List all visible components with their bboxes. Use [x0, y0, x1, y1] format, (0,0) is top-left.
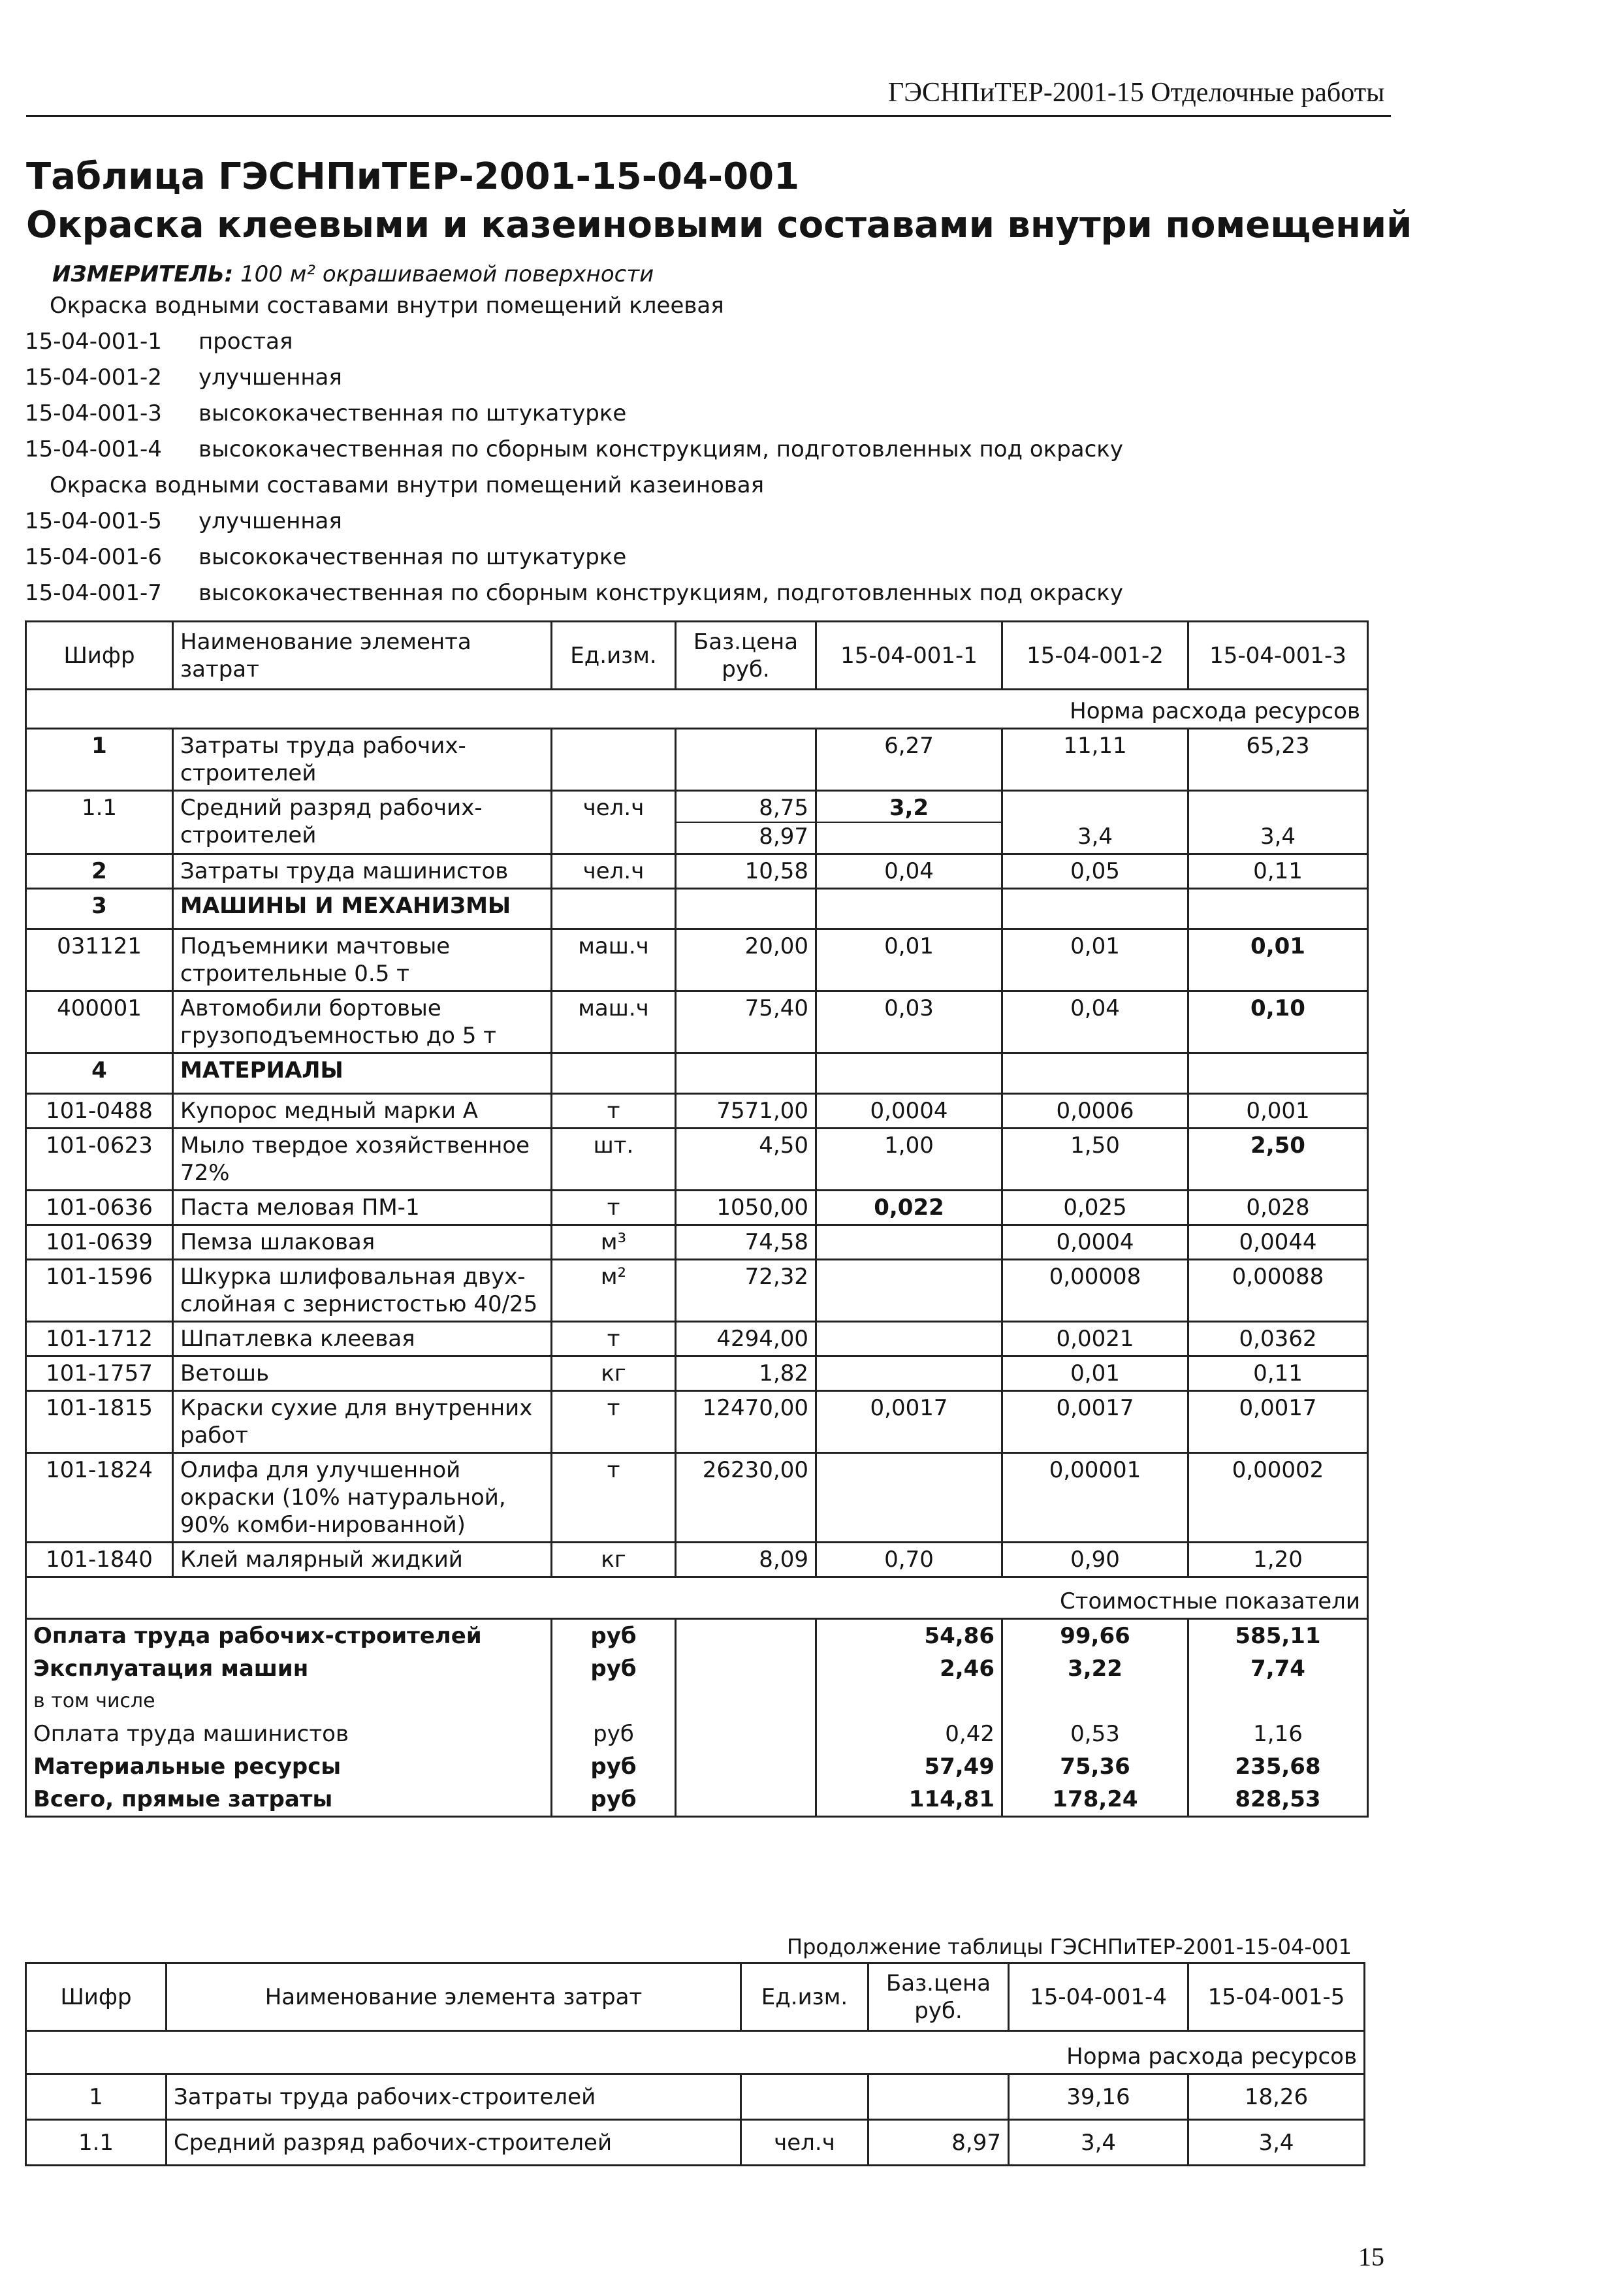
cost-name: Материальные ресурсы: [26, 1750, 552, 1783]
table-header-row: [26, 622, 1368, 690]
row-name: Средний разряд рабочих-строителей: [167, 2120, 741, 2166]
cost-value: 7,74: [1188, 1652, 1368, 1685]
cost-name: Оплата труда машинистов: [26, 1718, 552, 1750]
row-unit: т: [552, 1094, 676, 1129]
row-value: 1,00: [816, 1129, 1002, 1191]
row-value: 0,04: [1002, 991, 1188, 1053]
col-header: Ед.изм.: [552, 622, 676, 690]
item-code: 15-04-001-3: [25, 400, 162, 426]
row-code: 101-1840: [26, 1543, 173, 1577]
row-value: 0,90: [1002, 1543, 1188, 1577]
col-header: Ед.изм.: [741, 1963, 868, 2031]
row-name: Затраты труда рабочих-строителей: [167, 2074, 741, 2120]
row-name: Клей малярный жидкий: [173, 1543, 552, 1577]
row-unit: маш.ч: [552, 929, 676, 991]
row-unit: [741, 2074, 868, 2120]
row-price: 4,50: [676, 1129, 816, 1191]
row-value: 0,11: [1188, 854, 1368, 889]
row-name: Средний разряд рабочих-строителей: [173, 791, 552, 854]
table-row: [26, 2120, 1365, 2166]
row-unit: т: [552, 1322, 676, 1356]
row-value: 3,4: [1188, 2120, 1365, 2166]
cost-name: в том числе: [26, 1685, 552, 1718]
table-row: [26, 1543, 1368, 1577]
resource-table: [25, 620, 1369, 1818]
row-code: 101-1815: [26, 1391, 173, 1453]
table-row: [26, 1356, 1368, 1391]
row-price: 8,97: [868, 2120, 1009, 2166]
row-code: 101-1757: [26, 1356, 173, 1391]
continuation-table: [25, 1962, 1365, 2166]
item-desc: высококачественная по штукатурке: [199, 400, 627, 426]
row-value: 0,00008: [1002, 1260, 1188, 1322]
row-value: [816, 1260, 1002, 1322]
row-value: 65,23: [1188, 729, 1368, 791]
row-price: 7571,00: [676, 1094, 816, 1129]
table-row: [26, 1453, 1368, 1543]
row-code: 101-1824: [26, 1453, 173, 1543]
row-value: 0,04: [816, 854, 1002, 889]
row-value: 18,26: [1188, 2074, 1365, 2120]
cost-label: Стоимостные показатели: [26, 1577, 1368, 1619]
row-code: 101-1712: [26, 1322, 173, 1356]
row-code: 1: [26, 2074, 167, 2120]
cost-value: 99,66: [1002, 1619, 1188, 1653]
row-value: 0,00001: [1002, 1453, 1188, 1543]
row-name: Шкурка шлифовальная двух-слойная с зернистостью 40/25: [173, 1260, 552, 1322]
row-value: [816, 1453, 1002, 1543]
row-code: 3: [26, 889, 173, 929]
row-unit: м²: [552, 1260, 676, 1322]
row-price: 75,40: [676, 991, 816, 1053]
page-number: 15: [1358, 2242, 1384, 2271]
row-unit: м³: [552, 1225, 676, 1260]
cost-value: 114,81: [816, 1783, 1002, 1817]
table-row: [26, 929, 1368, 991]
col-header: Наименование элемента затрат: [173, 622, 552, 690]
table-row: [26, 1322, 1368, 1356]
cost-value: 57,49: [816, 1750, 1002, 1783]
row-price: [676, 729, 816, 791]
row-value: 0,00088: [1188, 1260, 1368, 1322]
measure-value: 100 м² окрашиваемой поверхности: [240, 261, 654, 287]
item-desc: высококачественная по штукатурке: [199, 544, 627, 570]
item-desc: высококачественная по сборным конструкциям, подготовленных под окраску: [199, 580, 1123, 606]
col-header: 15-04-001-5: [1188, 1963, 1365, 2031]
cost-value: 235,68: [1188, 1750, 1368, 1783]
row-unit: чел.ч: [741, 2120, 868, 2166]
item-desc: улучшенная: [199, 508, 342, 534]
item-code: 15-04-001-1: [25, 329, 162, 355]
row-code: 1.1: [26, 791, 173, 854]
row-value: 0,0006: [1002, 1094, 1188, 1129]
row-unit: т: [552, 1453, 676, 1543]
row-value: 11,11: [1002, 729, 1188, 791]
row-price: 10,58: [676, 854, 816, 889]
row-unit: чел.ч: [552, 791, 676, 854]
col-header: Шифр: [26, 622, 173, 690]
table-row: [26, 729, 1368, 791]
row-value: 0,0021: [1002, 1322, 1188, 1356]
row-code: 400001: [26, 991, 173, 1053]
row-name: Олифа для улучшенной окраски (10% натуральной, 90% комби-нированной): [173, 1453, 552, 1543]
table-row: [26, 1391, 1368, 1453]
col-header: 15-04-001-1: [816, 622, 1002, 690]
row-name: МАШИНЫ И МЕХАНИЗМЫ: [173, 889, 552, 929]
table-row: [26, 791, 1368, 854]
row-price: 4294,00: [676, 1322, 816, 1356]
row-price: 72,32: [676, 1260, 816, 1322]
row-value-b: [817, 822, 1001, 850]
table-title: Таблица ГЭСНПиТЕР-2001-15-04-001: [26, 155, 800, 198]
item-code: 15-04-001-6: [25, 544, 162, 570]
row-code: 101-0488: [26, 1094, 173, 1129]
running-header: ГЭСНПиТЕР-2001-15 Отделочные работы: [888, 78, 1385, 108]
row-value: 0,10: [1188, 991, 1368, 1053]
row-name: Краски сухие для внутренних работ: [173, 1391, 552, 1453]
col-header: Баз.цена руб.: [676, 622, 816, 690]
row-name: Мыло твердое хозяйственное 72%: [173, 1129, 552, 1191]
group-title: Окраска водными составами внутри помещений казеиновая: [50, 472, 765, 498]
item-code: 15-04-001-2: [25, 364, 162, 391]
row-value: 0,0017: [816, 1391, 1002, 1453]
norm-label: Норма расхода ресурсов: [26, 2031, 1365, 2074]
row-price: 1050,00: [676, 1191, 816, 1225]
row-unit: т: [552, 1391, 676, 1453]
row-value: 0,028: [1188, 1191, 1368, 1225]
cost-unit: руб: [552, 1783, 676, 1817]
row-value: 0,01: [1188, 929, 1368, 991]
row-name: МАТЕРИАЛЫ: [173, 1053, 552, 1094]
cost-value: 1,16: [1188, 1718, 1368, 1750]
col-header: Баз.цена руб.: [868, 1963, 1009, 2031]
row-value: 2,50: [1188, 1129, 1368, 1191]
table-subtitle: Окраска клеевыми и казеиновыми составами внутри помещений: [26, 204, 1412, 246]
row-price: 12470,00: [676, 1391, 816, 1453]
row-value: 0,022: [816, 1191, 1002, 1225]
cost-unit: руб: [552, 1652, 676, 1685]
row-price: 74,58: [676, 1225, 816, 1260]
cost-value: 3,22: [1002, 1652, 1188, 1685]
cost-name: Эксплуатация машин: [26, 1652, 552, 1685]
row-price: 26230,00: [676, 1453, 816, 1543]
section-row: [26, 1053, 1368, 1094]
row-value: [816, 1322, 1002, 1356]
cost-value: 0,53: [1002, 1718, 1188, 1750]
row-unit: кг: [552, 1356, 676, 1391]
row-value: [816, 1356, 1002, 1391]
cost-row: [26, 1718, 1368, 1750]
row-value: 39,16: [1009, 2074, 1188, 2120]
row-code: 031121: [26, 929, 173, 991]
row-value: 0,001: [1188, 1094, 1368, 1129]
cost-value: 2,46: [816, 1652, 1002, 1685]
cost-unit: руб: [552, 1619, 676, 1653]
table-row: [26, 991, 1368, 1053]
price-b: 8,97: [677, 822, 815, 850]
row-value: 1,20: [1188, 1543, 1368, 1577]
row-code: 2: [26, 854, 173, 889]
item-desc: улучшенная: [199, 364, 342, 391]
cost-row: [26, 1652, 1368, 1685]
col-header: Наименование элемента затрат: [167, 1963, 741, 2031]
row-price: 1,82: [676, 1356, 816, 1391]
header-rule: [26, 115, 1391, 117]
row-value: 0,70: [816, 1543, 1002, 1577]
col-header: 15-04-001-2: [1002, 622, 1188, 690]
row-code: 101-0623: [26, 1129, 173, 1191]
row-price: [676, 791, 816, 854]
row-code: 1: [26, 729, 173, 791]
row-code: 101-0639: [26, 1225, 173, 1260]
table-row: [26, 1094, 1368, 1129]
cost-row: [26, 1619, 1368, 1653]
item-desc: простая: [199, 329, 293, 355]
row-name: Паста меловая ПМ-1: [173, 1191, 552, 1225]
row-code: 101-1596: [26, 1260, 173, 1322]
item-code: 15-04-001-4: [25, 436, 162, 462]
row-value: [816, 791, 1002, 854]
row-unit: т: [552, 1191, 676, 1225]
row-value: 0,00002: [1188, 1453, 1368, 1543]
row-value: 6,27: [816, 729, 1002, 791]
cost-value: 828,53: [1188, 1783, 1368, 1817]
measure-label: ИЗМЕРИТЕЛЬ:: [52, 261, 234, 287]
row-unit: [552, 729, 676, 791]
row-value: 0,0362: [1188, 1322, 1368, 1356]
row-name: Затраты труда рабочих-строителей: [173, 729, 552, 791]
item-desc: высококачественная по сборным конструкциям, подготовленных под окраску: [199, 436, 1123, 462]
group-title: Окраска водными составами внутри помещений клеевая: [50, 293, 724, 319]
row-value: 0,025: [1002, 1191, 1188, 1225]
table-row: [26, 1260, 1368, 1322]
row-value: 1,50: [1002, 1129, 1188, 1191]
row-price: 8,09: [676, 1543, 816, 1577]
row-value: 0,01: [816, 929, 1002, 991]
measure-line: [52, 261, 654, 287]
row-unit: маш.ч: [552, 991, 676, 1053]
row-value: 0,01: [1002, 1356, 1188, 1391]
cost-unit: руб: [552, 1750, 676, 1783]
row-code: 1.1: [26, 2120, 167, 2166]
cost-row: [26, 1685, 1368, 1718]
table-row: [26, 1225, 1368, 1260]
row-unit: чел.ч: [552, 854, 676, 889]
row-value-a: 3,2: [889, 795, 929, 821]
cost-value: 0,42: [816, 1718, 1002, 1750]
table-row: [26, 2074, 1365, 2120]
row-code: 101-0636: [26, 1191, 173, 1225]
row-unit: шт.: [552, 1129, 676, 1191]
row-name: Подъемники мачтовые строительные 0.5 т: [173, 929, 552, 991]
row-value: 0,0004: [1002, 1225, 1188, 1260]
continuation-label: Продолжение таблицы ГЭСНПиТЕР-2001-15-04-001: [787, 1934, 1352, 1959]
row-value: 0,0004: [816, 1094, 1002, 1129]
item-code: 15-04-001-5: [25, 508, 162, 534]
cost-row: [26, 1750, 1368, 1783]
cost-value: 75,36: [1002, 1750, 1188, 1783]
row-name: Шпатлевка клеевая: [173, 1322, 552, 1356]
item-code: 15-04-001-7: [25, 580, 162, 606]
row-value: 0,0017: [1188, 1391, 1368, 1453]
cost-value: 54,86: [816, 1619, 1002, 1653]
row-value: 3,4: [1002, 791, 1188, 854]
row-name: Купорос медный марки А: [173, 1094, 552, 1129]
row-value: 0,01: [1002, 929, 1188, 991]
row-name: Пемза шлаковая: [173, 1225, 552, 1260]
table-row: [26, 854, 1368, 889]
price-a: 8,75: [759, 795, 808, 821]
row-code: 4: [26, 1053, 173, 1094]
cost-name: Оплата труда рабочих-строителей: [26, 1619, 552, 1653]
row-name: Автомобили бортовые грузоподъемностью до 5 т: [173, 991, 552, 1053]
row-value: 0,0017: [1002, 1391, 1188, 1453]
row-name: Ветошь: [173, 1356, 552, 1391]
col-header: Шифр: [26, 1963, 167, 2031]
cost-unit: руб: [552, 1718, 676, 1750]
section-row: [26, 889, 1368, 929]
cost-row: [26, 1783, 1368, 1817]
row-price: 20,00: [676, 929, 816, 991]
cost-name: Всего, прямые затраты: [26, 1783, 552, 1817]
table-row: [26, 1191, 1368, 1225]
norm-label: Норма расхода ресурсов: [26, 690, 1368, 729]
row-value: 3,4: [1188, 791, 1368, 854]
table-header-row: [26, 1963, 1365, 2031]
row-name: Затраты труда машинистов: [173, 854, 552, 889]
table-row: [26, 1129, 1368, 1191]
row-value: 0,03: [816, 991, 1002, 1053]
row-value: [816, 1225, 1002, 1260]
col-header: 15-04-001-4: [1009, 1963, 1188, 2031]
row-unit: кг: [552, 1543, 676, 1577]
row-value: 0,0044: [1188, 1225, 1368, 1260]
cost-value: 178,24: [1002, 1783, 1188, 1817]
cost-value: 585,11: [1188, 1619, 1368, 1653]
row-value: 0,05: [1002, 854, 1188, 889]
row-value: 0,11: [1188, 1356, 1368, 1391]
row-value: 3,4: [1009, 2120, 1188, 2166]
col-header: 15-04-001-3: [1188, 622, 1368, 690]
row-price: [868, 2074, 1009, 2120]
